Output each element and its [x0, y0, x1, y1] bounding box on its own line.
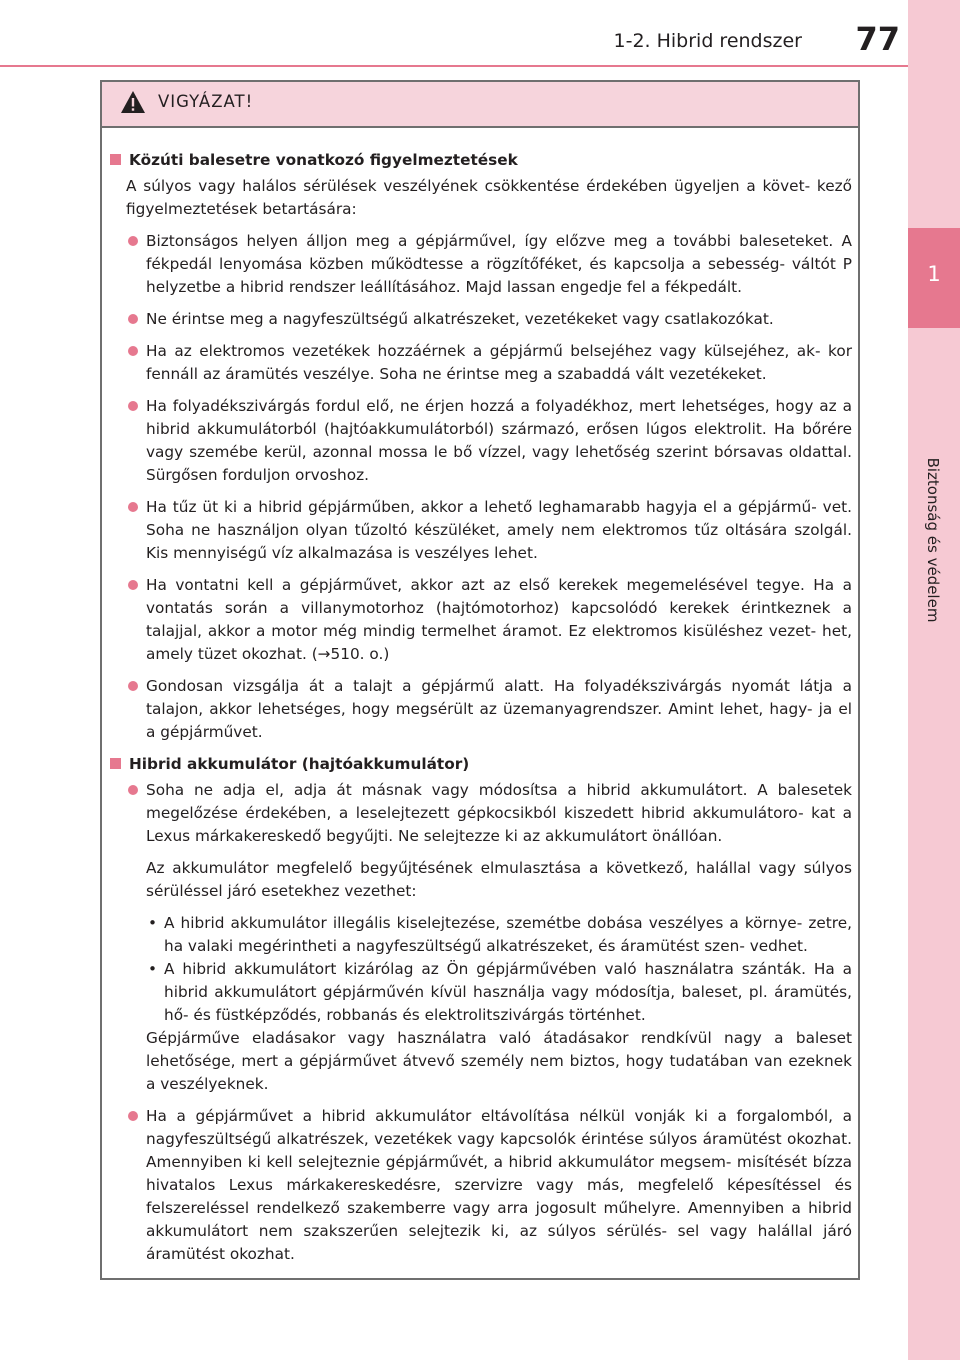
list-item: Biztonságos helyen álljon meg a gépjárművel, így előzve meg a további baleseteket. A fékpedál lenyomása közben működtesse a rögzítőféket, és kapcsolja a sebesség- váltót P helyzetbe a hibrid rendszer leállításához. Majd lassan engedje fel a fékpedált. — [108, 230, 852, 299]
indented-paragraph: Gépjárműve eladásakor vagy használatra való átadásakor rendkívül nagy a baleset lehetősége, mert a gépjárművet átvevő személy nem biztos, hogy tudatában van ezeknek a veszélyeknek. — [146, 1029, 852, 1093]
section-heading: Közúti balesetre vonatkozó figyelmeztetések — [108, 149, 852, 172]
warning-content — [102, 128, 858, 1266]
list-item: Ha a gépjárművet a hibrid akkumulátor eltávolítása nélkül vonják ki a forgalomból, a nagyfeszültségű alkatrészek, vezetékek vagy kapcsolók érintése súlyos áramütést okozhat. Amennyiben ki kell selejteznie gépjárművét, a hibrid akkumulátor megsem- misítését bízza hivatalos Lexus márkakereskedésre, szervizre vagy más, megfelelő képesítéssel és felszereléssel rendelkező szakemberre vagy arra jogosult műhelyre. Amennyiben a hibrid akkumulátort nem szakszerűen selejtezik ki, az súlyos sérülés- sel vagy halállal járó áramütést okozhat. — [108, 1105, 852, 1266]
list-item: Ha folyadékszivárgás fordul elő, ne érjen hozzá a folyadékhoz, mert lehetséges, hogy az a hibrid akkumulátorból (hajtóakkumulátorból) származó, erősen lúgos elektrolit. Ha bőrére vagy szemébe kerül, azonnal mossa le bő vízzel, vagy lehetőség szerint bórsavas oldattal. Sürgősen forduljon orvoshoz. — [108, 395, 852, 487]
warning-header — [102, 82, 858, 128]
section-intro: A súlyos vagy halálos sérülések veszélyének csökkentése érdekében ügyeljen a követ- kező figyelmeztetések betartására: — [126, 177, 852, 218]
bullet-icon — [128, 681, 138, 691]
sub-list-item: • A hibrid akkumulátor illegális kiselejtezése, szemétbe dobása veszélyes a környe- zetre, ha valaki megérintheti a nagyfeszültségű alkatrészeket, és áramütést szen- vedhet. — [148, 914, 852, 955]
list-item: Gondosan vizsgálja át a talajt a gépjármű alatt. Ha folyadékszivárgás nyomát látja a talajon, akkor lehetséges, hogy megsérült az üzemanyagrendszer. Amint lehet, hagy- ja el a gépjárművet. — [108, 675, 852, 744]
warning-triangle-icon — [120, 90, 146, 114]
square-bullet-icon — [110, 758, 121, 769]
chapter-number: 1 — [927, 262, 941, 286]
bullet-icon — [128, 236, 138, 246]
bullet-icon — [128, 401, 138, 411]
list-item: Ha vontatni kell a gépjárművet, akkor azt az első kerekek megemelésével tegye. Ha a vontatás során a villanymotorhoz (hajtómotorhoz) kapcsolódó kerekek érintkeznek a talajjal, akkor a motor még mindig termelhet áramot. Ez elektromos kisüléshez vezet- het, amely tüzet okozhat. (→510. o.) — [108, 574, 852, 666]
section-heading: Hibrid akkumulátor (hajtóakkumulátor) — [108, 753, 852, 776]
list-item: Soha ne adja el, adja át másnak vagy módosítsa a hibrid akkumulátort. A balesetek megelőzése érdekében, a leselejtezett gépkocsikból kiszedett hibrid akkumulátoro- kat a Lexus márkakereskedő begyűjti. Ne selejtezze ki az akkumulátort önállóan. — [108, 779, 852, 848]
list-item: Ne érintse meg a nagyfeszültségű alkatrészeket, vezetékeket vagy csatlakozókat. — [108, 308, 852, 331]
header-divider — [0, 65, 908, 67]
warning-title: VIGYÁZAT! — [158, 92, 254, 111]
bullet-icon — [128, 580, 138, 590]
section-title: 1-2. Hibrid rendszer — [613, 30, 802, 52]
bullet-icon — [128, 1111, 138, 1121]
bullet-icon — [128, 346, 138, 356]
list-item: Ha tűz üt ki a hibrid gépjárműben, akkor a lehető leghamarabb hagyja el a gépjármű- vet. Soha ne használjon olyan tűzoltó készüléket, amely nem elektromos tűz oltására szolgál. Kis mennyiségű víz alkalmazása is veszélyes lehet. — [108, 496, 852, 565]
bullet-icon — [128, 502, 138, 512]
sub-list-item: • A hibrid akkumulátort kizárólag az Ön gépjárművében való használatra szánták. Ha a hibrid akkumulátort gépjárművén kívül használja vagy módosítja, baleset, pl. áramütés, hő- és füstképződés, robbanás és elektrolitszivárgás történhet. — [148, 960, 852, 1024]
square-bullet-icon — [110, 154, 121, 165]
page-number: 77 — [855, 20, 900, 58]
warning-box — [100, 80, 860, 1280]
bullet-icon — [128, 314, 138, 324]
chapter-title: Biztonság és védelem — [924, 457, 942, 623]
indented-paragraph: Az akkumulátor megfelelő begyűjtésének elmulasztása a következő, halállal vagy súlyos sérüléssel járó esetekhez vezethet: — [146, 859, 852, 900]
bullet-icon — [128, 785, 138, 795]
list-item: Ha az elektromos vezetékek hozzáérnek a gépjármű belsejéhez vagy külsejéhez, ak- kor fennáll az áramütés veszélye. Soha ne érintse meg a szabaddá vált vezetékeket. — [108, 340, 852, 386]
